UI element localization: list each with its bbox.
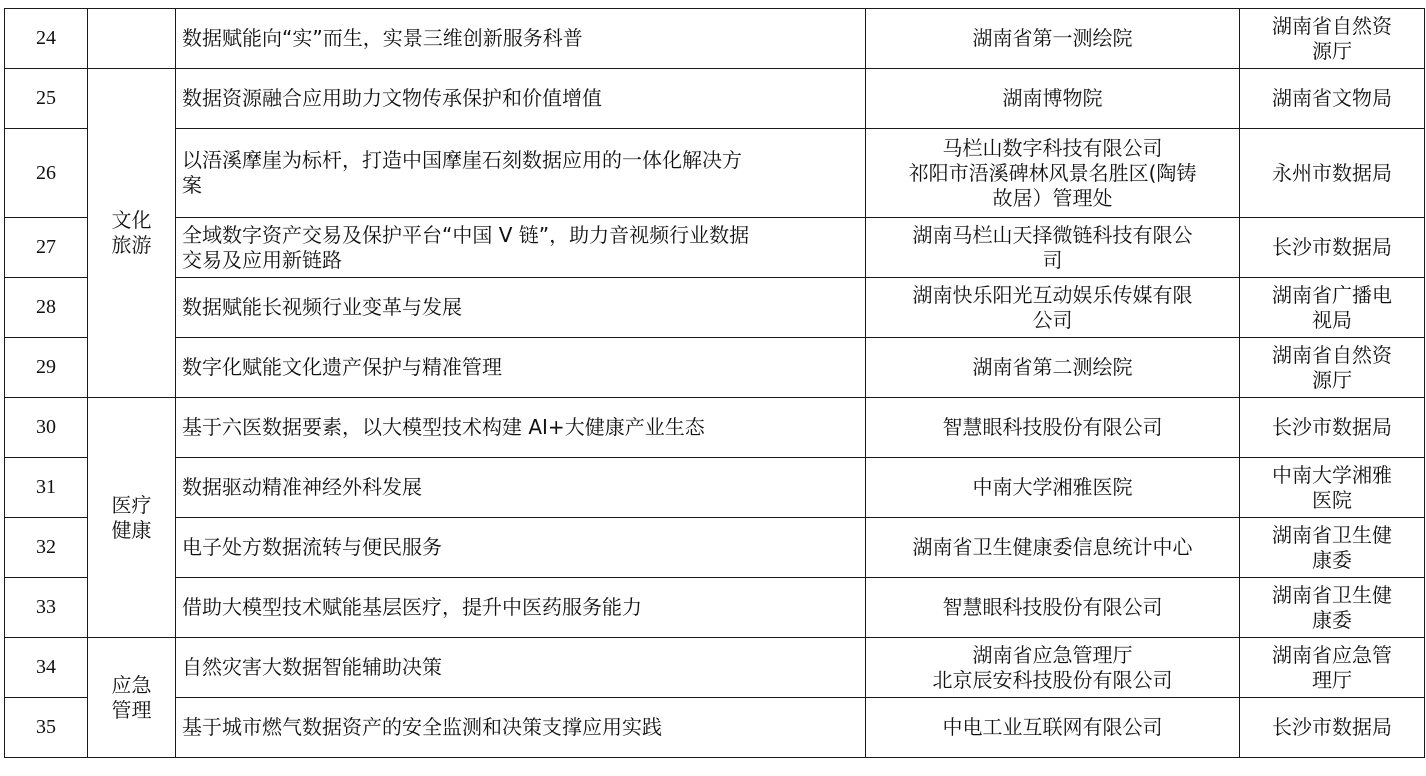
row-number: 25 <box>5 69 88 129</box>
case-name: 数字化赋能文化遗产保护与精准管理 <box>176 338 866 398</box>
table-row <box>5 518 1425 578</box>
case-name: 基于六医数据要素，以大模型技术构建 AI+大健康产业生态 <box>176 398 866 458</box>
case-name: 数据赋能长视频行业变革与发展 <box>176 278 866 338</box>
row-number: 24 <box>5 9 88 69</box>
table-row <box>5 458 1425 518</box>
recommending-unit: 湖南省卫生健 康委 <box>1240 578 1425 638</box>
case-name: 数据赋能向“实”而生，实景三维创新服务科普 <box>176 9 866 69</box>
recommending-unit: 中南大学湘雅 医院 <box>1240 458 1425 518</box>
applicant-unit: 湖南省卫生健康委信息统计中心 <box>866 518 1240 578</box>
case-name: 自然灾害大数据智能辅助决策 <box>176 638 866 698</box>
applicant-unit: 湖南马栏山天择微链科技有限公 司 <box>866 218 1240 278</box>
case-name: 数据资源融合应用助力文物传承保护和价值增值 <box>176 69 866 129</box>
case-name: 以浯溪摩崖为标杆，打造中国摩崖石刻数据应用的一体化解决方 案 <box>176 129 866 218</box>
table-row <box>5 9 1425 69</box>
recommending-unit: 长沙市数据局 <box>1240 218 1425 278</box>
applicant-unit: 湖南省第二测绘院 <box>866 338 1240 398</box>
recommending-unit: 永州市数据局 <box>1240 129 1425 218</box>
table-row <box>5 278 1425 338</box>
category-cell: 应急 管理 <box>88 638 176 758</box>
case-name: 基于城市燃气数据资产的安全监测和决策支撑应用实践 <box>176 698 866 758</box>
table-row <box>5 338 1425 398</box>
row-number: 29 <box>5 338 88 398</box>
row-number: 33 <box>5 578 88 638</box>
applicant-unit: 智慧眼科技股份有限公司 <box>866 398 1240 458</box>
applicant-unit: 湖南博物院 <box>866 69 1240 129</box>
case-name: 电子处方数据流转与便民服务 <box>176 518 866 578</box>
category-cell-empty <box>88 9 176 69</box>
case-table <box>4 8 1425 758</box>
applicant-unit: 湖南省第一测绘院 <box>866 9 1240 69</box>
applicant-unit: 湖南省应急管理厅 北京辰安科技股份有限公司 <box>866 638 1240 698</box>
applicant-unit: 智慧眼科技股份有限公司 <box>866 578 1240 638</box>
applicant-unit: 湖南快乐阳光互动娱乐传媒有限 公司 <box>866 278 1240 338</box>
recommending-unit: 湖南省文物局 <box>1240 69 1425 129</box>
row-number: 35 <box>5 698 88 758</box>
applicant-unit: 中电工业互联网有限公司 <box>866 698 1240 758</box>
table-row <box>5 69 1425 129</box>
table-row <box>5 698 1425 758</box>
recommending-unit: 长沙市数据局 <box>1240 398 1425 458</box>
row-number: 27 <box>5 218 88 278</box>
table-row <box>5 578 1425 638</box>
recommending-unit: 湖南省广播电 视局 <box>1240 278 1425 338</box>
recommending-unit: 湖南省自然资 源厅 <box>1240 338 1425 398</box>
case-name: 全域数字资产交易及保护平台“中国 V 链”，助力音视频行业数据 交易及应用新链路 <box>176 218 866 278</box>
table-row <box>5 129 1425 218</box>
row-number: 34 <box>5 638 88 698</box>
applicant-unit: 中南大学湘雅医院 <box>866 458 1240 518</box>
category-cell: 医疗 健康 <box>88 398 176 638</box>
recommending-unit: 湖南省自然资 源厅 <box>1240 9 1425 69</box>
applicant-unit: 马栏山数字科技有限公司 祁阳市浯溪碑林风景名胜区(陶铸 故居）管理处 <box>866 129 1240 218</box>
recommending-unit: 湖南省卫生健 康委 <box>1240 518 1425 578</box>
recommending-unit: 长沙市数据局 <box>1240 698 1425 758</box>
table-row <box>5 218 1425 278</box>
case-name: 借助大模型技术赋能基层医疗，提升中医药服务能力 <box>176 578 866 638</box>
table-row <box>5 398 1425 458</box>
case-name: 数据驱动精准神经外科发展 <box>176 458 866 518</box>
row-number: 30 <box>5 398 88 458</box>
row-number: 31 <box>5 458 88 518</box>
row-number: 28 <box>5 278 88 338</box>
row-number: 26 <box>5 129 88 218</box>
row-number: 32 <box>5 518 88 578</box>
table-row <box>5 638 1425 698</box>
category-cell: 文化 旅游 <box>88 69 176 398</box>
recommending-unit: 湖南省应急管 理厅 <box>1240 638 1425 698</box>
